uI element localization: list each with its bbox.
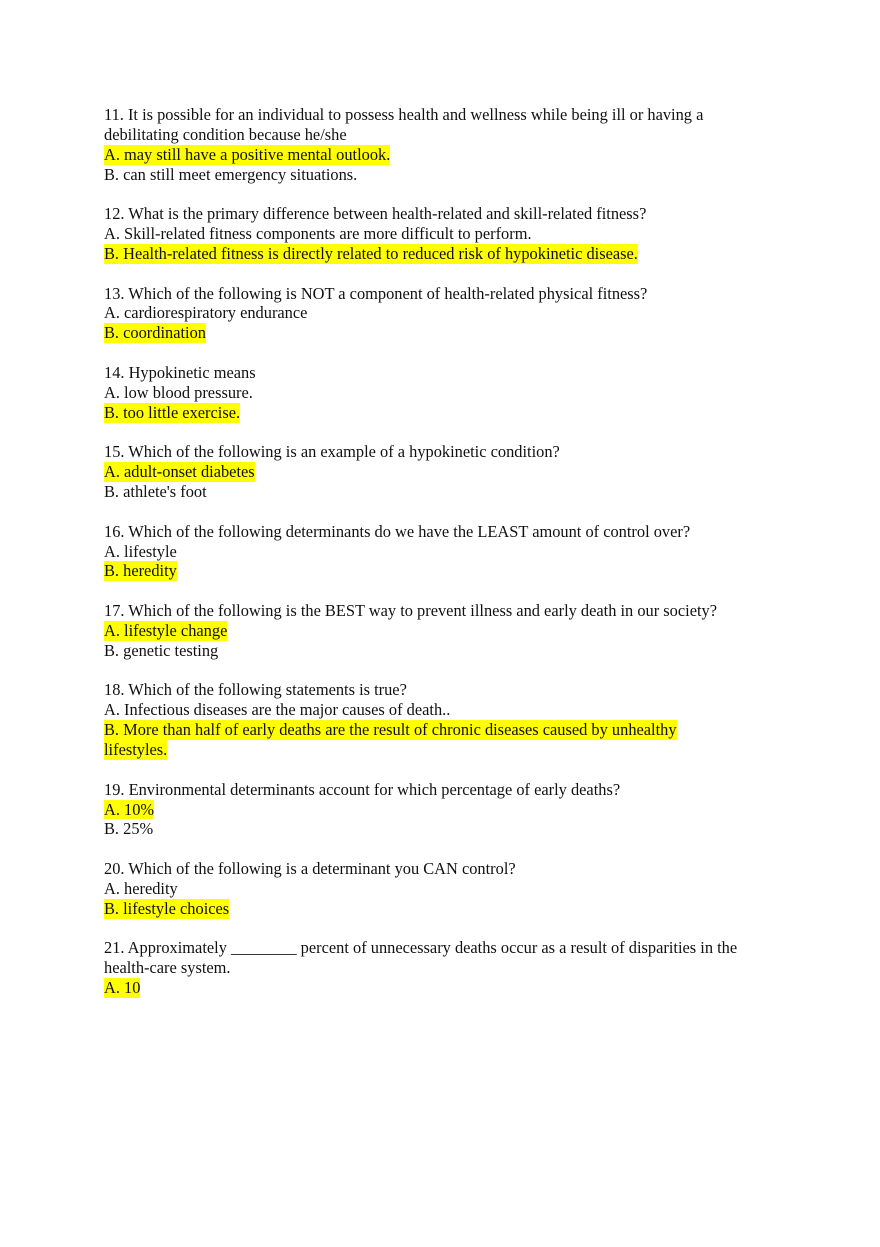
question-text-line: 18. Which of the following statements is true? <box>104 680 407 700</box>
question-block <box>104 105 804 184</box>
answer-option-text: A. Skill-related fitness components are more difficult to perform. <box>104 224 532 244</box>
question-text <box>104 859 804 879</box>
answer-option-text: A. lifestyle change <box>104 620 228 640</box>
question-text <box>104 204 804 224</box>
question-block <box>104 780 804 840</box>
question-block <box>104 363 804 423</box>
question-block <box>104 859 804 919</box>
question-block <box>104 938 804 998</box>
answer-option <box>104 482 804 502</box>
question-block <box>104 601 804 661</box>
answer-option-highlighted <box>104 145 804 165</box>
question-text-line: debilitating condition because he/she <box>104 124 347 144</box>
question-text <box>104 125 804 145</box>
answer-option <box>104 224 804 244</box>
answer-option <box>104 819 804 839</box>
question-text <box>104 363 804 383</box>
answer-option <box>104 542 804 562</box>
question-text <box>104 284 804 304</box>
question-text-line: 21. Approximately ________ percent of unnecessary deaths occur as a result of disparities in the <box>104 938 738 958</box>
answer-option-text: B. 25% <box>104 819 154 839</box>
answer-option-text: lifestyles. <box>104 740 168 759</box>
answer-option-highlighted <box>104 323 804 343</box>
answer-option-text: B. can still meet emergency situations. <box>104 164 358 184</box>
answer-option-highlighted <box>104 561 804 581</box>
question-block <box>104 442 804 502</box>
answer-option-highlighted <box>104 740 804 760</box>
question-text <box>104 522 804 542</box>
answer-option-text: B. too little exercise. <box>104 402 241 422</box>
answer-option-text: B. genetic testing <box>104 640 219 660</box>
answer-option <box>104 383 804 403</box>
question-text <box>104 780 804 800</box>
question-text-line: 14. Hypokinetic means <box>104 362 256 382</box>
answer-option-text: A. adult-onset diabetes <box>104 462 255 482</box>
answer-option-text: A. cardiorespiratory endurance <box>104 303 308 323</box>
question-block <box>104 680 804 759</box>
question-text-line: 15. Which of the following is an example of a hypokinetic condition? <box>104 442 560 462</box>
answer-option-text: B. Health-related fitness is directly related to reduced risk of hypokinetic disease. <box>104 243 638 263</box>
answer-option-highlighted <box>104 899 804 919</box>
question-text-line: health-care system. <box>104 958 231 978</box>
answer-option <box>104 879 804 899</box>
answer-option-highlighted <box>104 800 804 820</box>
question-text-line: 17. Which of the following is the BEST way to prevent illness and early death in our society? <box>104 601 717 621</box>
answer-option <box>104 700 804 720</box>
question-text <box>104 958 804 978</box>
question-text <box>104 442 804 462</box>
answer-option-text: A. may still have a positive mental outlook. <box>104 144 391 164</box>
question-text-line: 16. Which of the following determinants do we have the LEAST amount of control over? <box>104 521 691 541</box>
question-text <box>104 601 804 621</box>
answer-option-text: A. Infectious diseases are the major causes of death.. <box>104 700 451 720</box>
question-text-line: 11. It is possible for an individual to possess health and wellness while being ill or having a <box>104 105 704 124</box>
question-block <box>104 204 804 264</box>
question-text-line: 19. Environmental determinants account for which percentage of early deaths? <box>104 779 621 799</box>
answer-option-highlighted <box>104 244 804 264</box>
question-block <box>104 284 804 344</box>
answer-option-highlighted <box>104 621 804 641</box>
question-text <box>104 938 804 958</box>
answer-option-highlighted <box>104 462 804 482</box>
answer-option-text: A. 10% <box>104 799 155 819</box>
answer-option-highlighted <box>104 720 804 740</box>
answer-option-highlighted <box>104 978 804 998</box>
question-text-line: 12. What is the primary difference between health-related and skill-related fitness? <box>104 204 647 224</box>
question-text <box>104 105 804 125</box>
answer-option-text: A. heredity <box>104 878 178 898</box>
answer-option <box>104 303 804 323</box>
answer-option-text: A. lifestyle <box>104 541 177 561</box>
answer-option-text: A. 10 <box>104 978 141 998</box>
answer-option-highlighted <box>104 403 804 423</box>
question-text <box>104 680 804 700</box>
question-text-line: 20. Which of the following is a determinant you CAN control? <box>104 859 516 879</box>
answer-option-text: B. coordination <box>104 323 206 343</box>
answer-option-text: B. heredity <box>104 561 177 581</box>
answer-option-text: B. lifestyle choices <box>104 898 230 918</box>
document-page <box>104 105 804 1018</box>
answer-option <box>104 165 804 185</box>
answer-option-text: B. athlete's foot <box>104 482 207 502</box>
answer-option-text: B. More than half of early deaths are the result of chronic diseases caused by unhealthy <box>104 720 677 740</box>
answer-option <box>104 641 804 661</box>
question-block <box>104 522 804 582</box>
answer-option-text: A. low blood pressure. <box>104 382 253 402</box>
question-text-line: 13. Which of the following is NOT a component of health-related physical fitness? <box>104 283 648 303</box>
